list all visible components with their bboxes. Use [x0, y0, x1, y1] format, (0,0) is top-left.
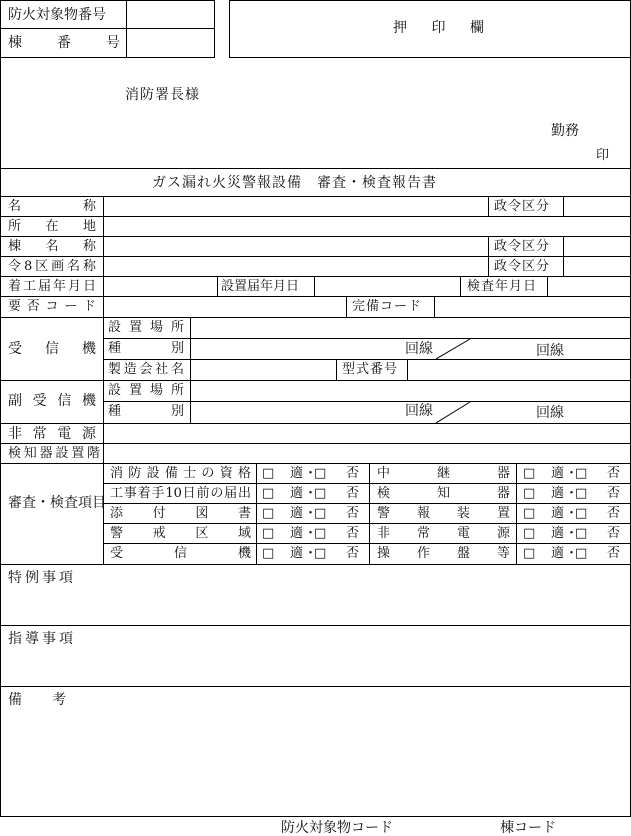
- fire-object-number-label: 防火対象物番号: [8, 7, 106, 23]
- building-name-field[interactable]: [104, 237, 487, 256]
- building-number-field[interactable]: [127, 29, 213, 56]
- review-left-dot: ・: [304, 546, 318, 561]
- position-label: 勤務: [551, 123, 579, 139]
- review-left-ng-checkbox[interactable]: □: [314, 506, 327, 521]
- review-left-ng-label: 否: [346, 526, 360, 541]
- review-right-ng-label: 否: [607, 526, 621, 541]
- sub-receiver-circuits-left: 回線: [405, 403, 433, 419]
- building-name-label: 棟名称: [8, 239, 96, 254]
- receiver-circuits-left: 回線: [405, 341, 433, 357]
- review-left-ok-label: 適: [290, 546, 304, 561]
- review-left-ng-label: 否: [346, 506, 360, 521]
- inspection-date-label: 検査年月日: [467, 279, 538, 294]
- review-left-ok-checkbox[interactable]: □: [262, 466, 275, 481]
- sub-receiver-type-label: 種別: [108, 404, 184, 419]
- rule8-name-label: 令8区画名称: [8, 259, 96, 274]
- review-right-ng-label: 否: [607, 546, 621, 561]
- review-left-ng-label: 否: [346, 486, 360, 501]
- review-item-left: 添付図書: [110, 506, 251, 521]
- review-left-dot: ・: [304, 506, 318, 521]
- review-right-dot: ・: [565, 466, 579, 481]
- install-notice-date-label: 設置届年月日: [221, 279, 300, 294]
- necessity-code-label: 要否コード: [8, 299, 96, 314]
- review-left-ng-label: 否: [346, 466, 360, 481]
- review-right-ng-checkbox[interactable]: □: [575, 506, 588, 521]
- review-right-ok-label: 適: [551, 546, 565, 561]
- special-notes-label: 特例事項: [8, 570, 76, 586]
- review-right-ok-checkbox[interactable]: □: [523, 486, 536, 501]
- review-right-ok-label: 適: [551, 526, 565, 541]
- review-right-ng-checkbox[interactable]: □: [575, 526, 588, 541]
- report-title: ガス漏れ火災警報設備 審査・検査報告書: [152, 175, 437, 191]
- review-item-left: 消防設備士の資格: [110, 466, 251, 481]
- rule8-name-field[interactable]: [104, 257, 487, 276]
- receiver-label: 受信機: [8, 341, 96, 357]
- review-left-ok-checkbox[interactable]: □: [262, 546, 275, 561]
- sub-receiver-install-place-label: 設置場所: [108, 383, 184, 398]
- review-left-ok-label: 適: [290, 466, 304, 481]
- review-right-ok-checkbox[interactable]: □: [523, 466, 536, 481]
- review-left-ng-checkbox[interactable]: □: [314, 546, 327, 561]
- review-left-dot: ・: [304, 486, 318, 501]
- detector-floors-label: 検知器設置階: [8, 446, 100, 461]
- fire-object-code-label: 防火対象物コード: [281, 820, 393, 836]
- receiver-type-label: 種別: [108, 341, 184, 356]
- receiver-model-number-label: 型式番号: [342, 362, 399, 377]
- review-left-dot: ・: [304, 526, 318, 541]
- outer-left-border: [0, 57, 1, 817]
- review-left-ok-label: 適: [290, 506, 304, 521]
- ordinance-division-label-3: 政令区分: [494, 259, 551, 274]
- review-right-dot: ・: [565, 506, 579, 521]
- review-right-ng-checkbox[interactable]: □: [575, 466, 588, 481]
- remarks-field[interactable]: [1, 712, 629, 815]
- review-left-ok-checkbox[interactable]: □: [262, 506, 275, 521]
- seal-mark: 印: [596, 148, 610, 163]
- review-right-ng-checkbox[interactable]: □: [575, 486, 588, 501]
- location-field[interactable]: [104, 217, 629, 236]
- sub-receiver-circuits-right: 回線: [536, 405, 564, 421]
- receiver-install-place-label: 設置場所: [108, 320, 184, 335]
- receiver-manufacturer-label: 製造会社名: [108, 362, 184, 377]
- review-item-right: 検知器: [377, 486, 510, 501]
- building-number-label: 棟 番 号: [8, 35, 120, 51]
- review-left-ng-checkbox[interactable]: □: [314, 486, 327, 501]
- guidance-notes-field[interactable]: [1, 651, 629, 685]
- review-right-ok-label: 適: [551, 486, 565, 501]
- location-label: 所在地: [8, 219, 96, 234]
- guidance-notes-label: 指導事項: [8, 631, 76, 647]
- review-left-ng-checkbox[interactable]: □: [314, 466, 327, 481]
- ordinance-division-label-2: 政令区分: [494, 239, 551, 254]
- review-left-ok-label: 適: [290, 486, 304, 501]
- completion-code-label: 完備コード: [352, 299, 423, 314]
- review-left-ng-label: 否: [346, 546, 360, 561]
- sub-receiver-label: 副受信機: [8, 393, 96, 409]
- review-item-right: 中継器: [377, 466, 510, 481]
- review-item-right: 非常電源: [377, 526, 510, 541]
- receiver-circuits-right: 回線: [536, 343, 564, 359]
- review-item-right: 操作盤等: [377, 546, 510, 561]
- review-left-ok-checkbox[interactable]: □: [262, 486, 275, 501]
- review-left-ng-checkbox[interactable]: □: [314, 526, 327, 541]
- ordinance-division-label: 政令区分: [494, 199, 551, 214]
- review-left-ok-checkbox[interactable]: □: [262, 526, 275, 541]
- review-right-ng-label: 否: [607, 466, 621, 481]
- review-left-dot: ・: [304, 466, 318, 481]
- review-item-left: 工事着手10日前の届出: [110, 486, 251, 501]
- review-item-left: 受信機: [110, 546, 251, 561]
- fire-object-number-field[interactable]: [127, 1, 213, 27]
- review-right-ng-checkbox[interactable]: □: [575, 546, 588, 561]
- review-right-ok-label: 適: [551, 466, 565, 481]
- start-notice-date-label: 着工届年月日: [8, 279, 96, 294]
- review-left-ok-label: 適: [290, 526, 304, 541]
- review-right-dot: ・: [565, 546, 579, 561]
- review-label: 審査・検査項目: [8, 495, 106, 511]
- remarks-label: 備考: [8, 692, 96, 708]
- name-field[interactable]: [104, 197, 487, 216]
- name-label: 名称: [8, 199, 96, 214]
- review-right-ok-checkbox[interactable]: □: [523, 546, 536, 561]
- review-item-right: 警報装置: [377, 506, 510, 521]
- review-right-ok-checkbox[interactable]: □: [523, 526, 536, 541]
- sub-receiver-circuit-slash: [436, 401, 472, 423]
- review-right-ok-checkbox[interactable]: □: [523, 506, 536, 521]
- review-right-dot: ・: [565, 526, 579, 541]
- review-right-ok-label: 適: [551, 506, 565, 521]
- addressee-to: 消防署長様: [125, 87, 200, 103]
- emergency-power-label: 非常電源: [8, 426, 96, 442]
- review-item-left: 警戒区域: [110, 526, 251, 541]
- review-right-ng-label: 否: [607, 486, 621, 501]
- receiver-circuit-slash: [436, 338, 472, 359]
- special-notes-field[interactable]: [1, 590, 629, 624]
- review-right-ng-label: 否: [607, 506, 621, 521]
- seal-column-label: 押 印 欄: [393, 20, 494, 36]
- review-right-dot: ・: [565, 486, 579, 501]
- building-code-label: 棟コード: [500, 820, 556, 836]
